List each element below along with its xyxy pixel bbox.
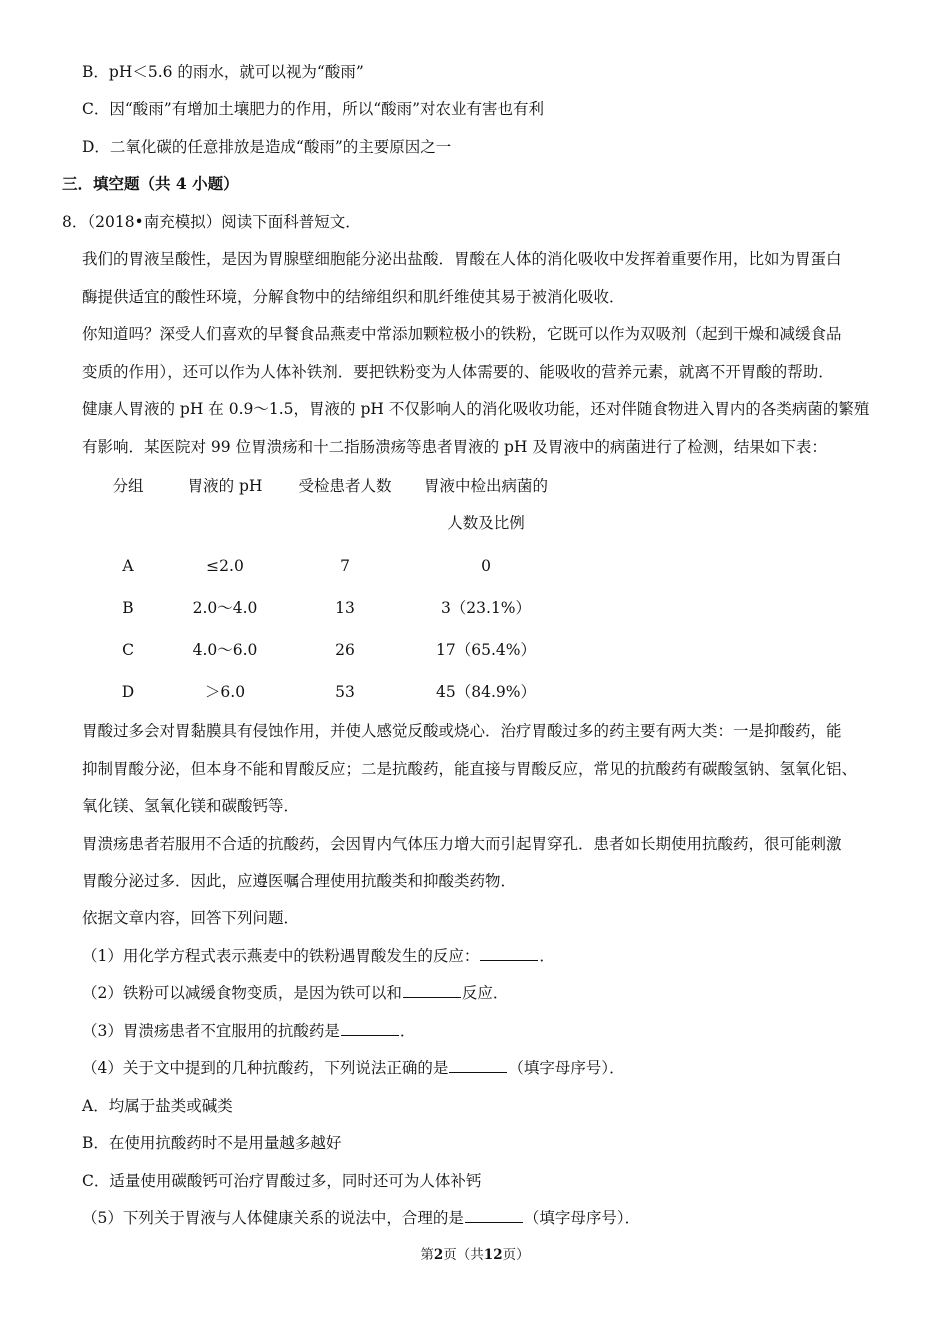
paragraph-5-line-1: 胃溃疡患者若服用不合适的抗酸药，会因胃内气体压力增大而引起胃穿孔．患者如长期使用抗酸药，很可能刺激 xyxy=(82,835,842,853)
table-cell: 0 xyxy=(481,557,491,575)
table-cell: 53 xyxy=(335,683,355,701)
paragraph-3-line-1: 健康人胃液的 pH 在 0.9～1.5，胃液的 pH 不仅影响人的消化吸收功能，还对伴随食物进入胃内的各类病菌的繁殖 xyxy=(82,400,870,418)
sub-question-1-text: （1）用化学方程式表示燕麦中的铁粉遇胃酸发生的反应： xyxy=(82,947,480,965)
table-header-bacteria: 胃液中检出病菌的 xyxy=(423,477,548,495)
sub-question-4-text: （4）关于文中提到的几种抗酸药，下列说法正确的是 xyxy=(82,1059,449,1077)
paragraph-5-line-2: 胃酸分泌过多．因此，应遵医嘱合理使用抗酸类和抑酸类药物． xyxy=(82,872,517,890)
table-cell: 26 xyxy=(335,641,355,659)
sub-question-2-text: （2）铁粉可以减缓食物变质，是因为铁可以和 xyxy=(82,984,402,1002)
option-a: A．均属于盐类或碱类 xyxy=(82,1097,233,1115)
sub-question-4 xyxy=(82,1058,625,1078)
table-cell: D xyxy=(121,683,135,701)
paragraph-3-line-2: 有影响．某医院对 99 位胃溃疡和十二指肠溃疡等患者胃液的 pH 及胃液中的病菌进行了检测，结果如下表： xyxy=(82,438,827,456)
table-cell: 7 xyxy=(340,557,350,575)
paragraph-2-line-1: 你知道吗？深受人们喜欢的早餐食品燕麦中常添加颗粒极小的铁粉，它既可以作为双吸剂（起到干燥和减缓食品 xyxy=(82,325,842,343)
instruction: 依据文章内容，回答下列问题． xyxy=(82,909,300,927)
sub-question-5-text: （5）下列关于胃液与人体健康关系的说法中，合理的是 xyxy=(82,1209,464,1227)
page-footer xyxy=(0,1246,950,1264)
table-cell: 45（84.9%） xyxy=(436,683,536,701)
footer-total-pages: 12 xyxy=(483,1247,503,1263)
table-cell: 3（23.1%） xyxy=(440,599,532,617)
sub-question-3 xyxy=(82,1021,415,1041)
option-c: C．适量使用碳酸钙可治疗胃酸过多，同时还可为人体补钙 xyxy=(82,1172,482,1190)
table-header-bacteria-cont: 人数及比例 xyxy=(447,514,525,532)
table-header-patients: 受检患者人数 xyxy=(298,477,392,495)
table-cell: 17（65.4%） xyxy=(436,641,536,659)
table-cell: 13 xyxy=(335,599,355,617)
answer-blank[interactable] xyxy=(341,1021,399,1036)
sub-question-1-end: ． xyxy=(539,947,555,965)
option-b: B．在使用抗酸药时不是用量越多越好 xyxy=(82,1134,342,1152)
sub-question-3-text: （3）胃溃疡患者不宜服用的抗酸药是 xyxy=(82,1022,340,1040)
paragraph-4-line-3: 氧化镁、氢氧化镁和碳酸钙等． xyxy=(82,797,300,815)
table-cell: B xyxy=(122,599,134,617)
option-b-prev: B．pH＜5.6 的雨水，就可以视为“酸雨” xyxy=(82,63,364,81)
table-cell: C xyxy=(122,641,134,659)
footer-pre: 第 xyxy=(420,1247,434,1263)
sub-question-1 xyxy=(82,946,555,966)
paragraph-1-line-1: 我们的胃液呈酸性，是因为胃腺壁细胞能分泌出盐酸．胃酸在人体的消化吸收中发挥着重要作用，比如为胃蛋白 xyxy=(82,250,842,268)
answer-blank[interactable] xyxy=(449,1058,507,1073)
paragraph-4-line-1: 胃酸过多会对胃黏膜具有侵蚀作用，并使人感觉反酸或烧心．治疗胃酸过多的药主要有两大类：一是抑酸药，能 xyxy=(82,722,842,740)
footer-page-number: 2 xyxy=(433,1247,444,1263)
sub-question-2 xyxy=(82,983,508,1003)
sub-question-4-end: （填字母序号）． xyxy=(508,1059,625,1077)
option-d-prev: D．二氧化碳的任意排放是造成“酸雨”的主要原因之一 xyxy=(82,138,452,156)
question-number-source: 8．（2018•南充模拟）阅读下面科普短文． xyxy=(62,213,361,231)
option-c-prev: C．因“酸雨”有增加土壤肥力的作用，所以“酸雨”对农业有害也有利 xyxy=(82,100,545,118)
footer-post: 页） xyxy=(502,1247,530,1263)
sub-question-5-end: （填字母序号）． xyxy=(523,1209,641,1227)
table-cell: A xyxy=(122,557,134,575)
paragraph-1-line-2: 酶提供适宜的酸性环境，分解食物中的结缔组织和肌纤维使其易于被消化吸收． xyxy=(82,288,625,306)
footer-mid: 页（共 xyxy=(443,1247,484,1263)
answer-blank[interactable] xyxy=(465,1208,523,1223)
table-cell: 4.0～6.0 xyxy=(192,641,258,659)
table-cell: ≤2.0 xyxy=(206,557,244,575)
answer-blank[interactable] xyxy=(403,983,461,998)
paragraph-4-line-2: 抑制胃酸分泌，但本身不能和胃酸反应；二是抗酸药，能直接与胃酸反应，常见的抗酸药有碳酸氢钠、氢氧化铝、 xyxy=(82,760,858,778)
table-header-ph: 胃液的 pH xyxy=(187,477,263,495)
sub-question-2-end: 反应． xyxy=(461,984,509,1002)
answer-blank[interactable] xyxy=(480,946,538,961)
sub-question-3-end: ． xyxy=(399,1022,416,1040)
table-cell: ＞6.0 xyxy=(204,683,246,701)
table-header-group: 分组 xyxy=(112,477,144,495)
paragraph-2-line-2: 变质的作用），还可以作为人体补铁剂．要把铁粉变为人体需要的、能吸收的营养元素，就离不开胃酸的帮助． xyxy=(82,363,834,381)
table-cell: 2.0～4.0 xyxy=(192,599,258,617)
section-heading: 三．填空题（共 4 小题） xyxy=(62,174,239,193)
sub-question-5 xyxy=(82,1208,640,1228)
